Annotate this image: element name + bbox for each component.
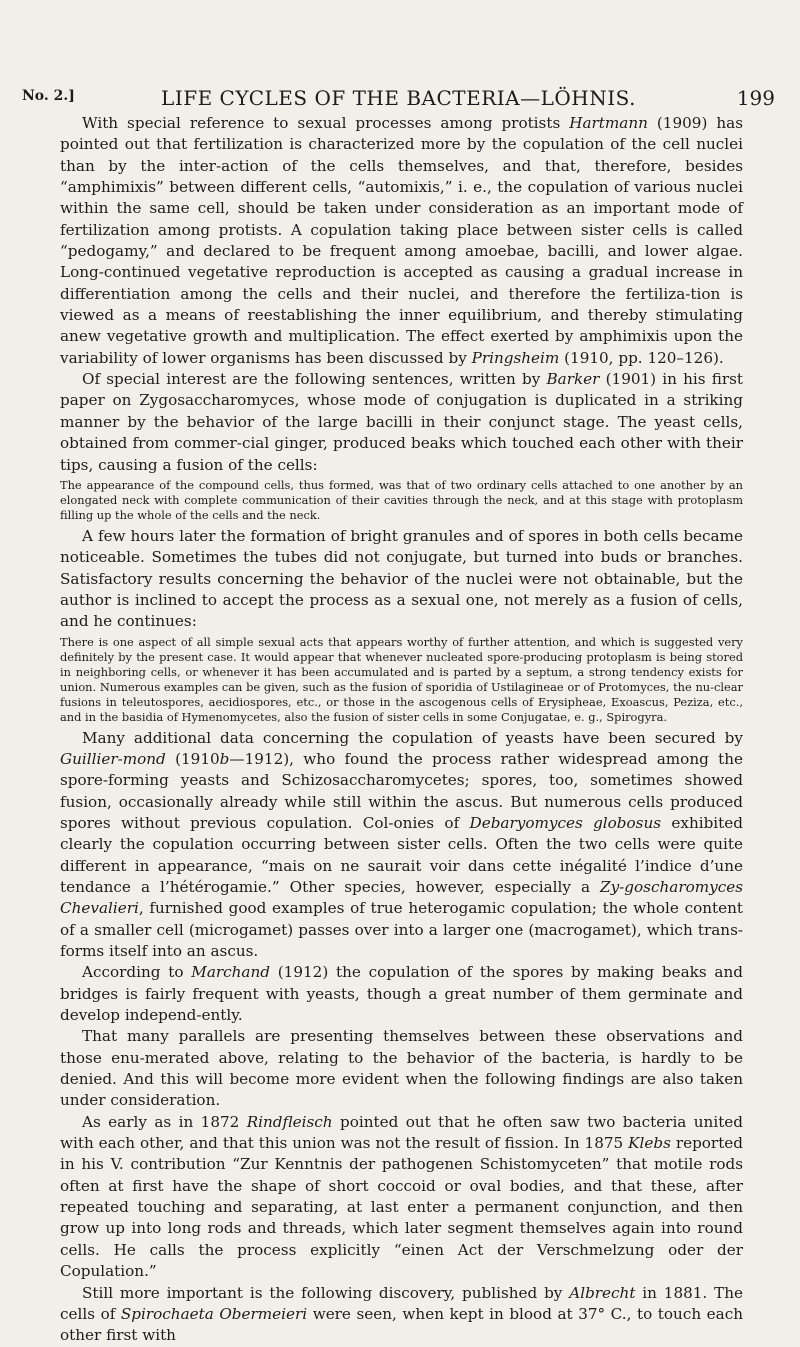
body-text	[60, 113, 743, 1347]
text-run: in 1881. The cells of	[60, 1283, 744, 1323]
paragraph	[60, 1112, 743, 1283]
italic-text: Spirochaeta Obermeieri	[120, 1304, 308, 1323]
text-run: The appearance of the compound cells, thus formed, was that of two ordinary cells attached to one another by an elongated neck with complete communication of their cavities through the neck, and at this stage with protoplasm filling up the whole of the cells and the neck.	[60, 477, 743, 522]
italic-text: Guillier-mond	[60, 749, 166, 768]
paragraph	[60, 962, 743, 1026]
text-run: A few hours later the formation of bright granules and of spores in both cells became noticeable. Sometimes the tubes did not conjugate, but turned into buds or branches. Satisfactory results concerning the behavior of the nuclei were not obtainable, but the author is inclined to accept the process as a sexual one, not merely as a fusion of cells, and he continues:	[60, 526, 743, 631]
italic-text: Rindfleisch	[246, 1112, 333, 1131]
block-quote	[60, 635, 743, 725]
text-run: —1912), who found the process rather widespread among the spore-forming yeasts and Schizosaccharomycetes; spores, too, sometimes showed fusion, occasionally already while still within the ascus. But numerous cells produced spores without previous copulation. Col-onies of	[60, 749, 743, 832]
text-run: (1912) the copulation of the spores by making beaks and bridges is fairly frequent with yeasts, though a great number of them germinate and develop independ-ently.	[60, 963, 743, 1025]
text-run: With special reference to sexual processes among protists	[82, 114, 570, 132]
page-number: 199	[736, 86, 775, 110]
text-run: Many additional data concerning the copulation of yeasts have been secured by	[82, 728, 743, 747]
text-run: According to	[82, 963, 192, 982]
text-run: Of special interest are the following sentences, written by	[82, 370, 547, 389]
paragraph	[60, 1026, 743, 1111]
running-title: LIFE CYCLES OF THE BACTERIA—LÖHNIS.	[161, 86, 636, 110]
paragraph	[60, 369, 743, 476]
issue-number: No. 2.]	[22, 88, 75, 104]
italic-text: b	[219, 749, 230, 768]
text-run: (1910, pp. 120–126).	[559, 348, 724, 367]
italic-text: Klebs	[628, 1134, 671, 1153]
italic-text: Debaryomyces globosus	[469, 813, 662, 832]
text-run: pointed out that he often saw two bacteria united with each other, and that this union was not the result of fission. In 1875	[60, 1112, 744, 1153]
text-run: As early as in 1872	[82, 1112, 247, 1131]
text-run: That many parallels are presenting themselves between these observations and those enu-merated above, relating to the behavior of the bacteria, is hardly to be denied. And this will become more evident when the following findings are also taken under consideration.	[60, 1027, 743, 1110]
text-run: (1909) has pointed out that fertilization is characterized more by the copulation of the cell nuclei than by the inter-action of the cells themselves, and that, therefore, besides “amphimixis” between different cells, “automixis,” i. e., the copulation of various nuclei within the same cell, should be taken under consideration as an important mode of fertilization among protists. A copulation taking place between sister cells is called “pedogamy,” and declared to be frequent among amoebae, bacilli, and lower algae. Long-continued vegetative reproduction is accepted as causing a gradual increase in differentiation among the cells and their nuclei, and therefore the fertiliza-tion is viewed as a means of reestablishing the inner equilibrium, and thereby stimulating anew vegetative growth and multiplication. The effect exerted by amphimixis upon the variability of lower organisms has been discussed by	[60, 114, 743, 367]
paragraph	[60, 728, 743, 963]
paragraph	[60, 526, 743, 633]
italic-text: Barker	[546, 370, 600, 389]
text-run: Still more important is the following discovery, published by	[82, 1283, 570, 1302]
italic-text: Pringsheim	[471, 348, 560, 367]
paragraph	[60, 1283, 743, 1347]
paragraph	[60, 113, 743, 369]
italic-text: Marchand	[191, 963, 270, 982]
text-run: reported in his V. contribution “Zur Kenntnis der pathogenen Schistomyceten” that motile rods often at first have the shape of short coccoid or oval bodies, and that these, after repeated touching and separating, at last enter a permanent conjunction, and then grow up into long rods and threads, which later segment themselves again into round cells. He calls the process explicitly “einen Act der Verschmelzung oder der Copulation.”	[60, 1134, 744, 1281]
text-run: There is one aspect of all simple sexual acts that appears worthy of further attention, and which is suggested very definitely by the present case. It would appear that whenever nucleated spore-producing protoplasm is being stored in neighboring cells, or whenever it has been accumulated and is parted by a septum, a strong tendency exists for union. Numerous examples can be given, such as the fusion of sporidia of Ustilagineae or of Protomyces, the nu-clear fusions in teleutospores, aecidiospores, etc., or those in the ascogenous cells of Erysipheae, Exoascus, Peziza, etc., and in the basidia of Hymenomycetes, also the fusion of sister cells in some Conjugatae, e. g., Spirogyra.	[60, 634, 743, 724]
text-run: were seen, when kept in blood at 37° C., to touch each other first with	[60, 1304, 743, 1345]
block-quote	[60, 478, 743, 523]
italic-text: Hartmann	[569, 114, 648, 132]
text-run: exhibited clearly the copulation occurring between sister cells. Often the two cells were quite different in appearance, “mais on ne saurait voir dans cette inégalité l’indice d’une tendance a l’hétérogamie.” Other species, however, especially a	[60, 813, 743, 896]
running-header	[22, 86, 775, 112]
text-run: (1910	[165, 749, 220, 768]
text-run: (1901) in his first paper on Zygosaccharomyces, whose mode of conjugation is duplicated in a striking manner by the behavior of the large bacilli in their conjunct stage. The yeast cells, obtained from commer-cial ginger, produced beaks which touched each other with their tips, causing a fusion of the cells:	[60, 370, 744, 474]
italic-text: Zy-goscharomyces Chevalieri	[60, 877, 743, 918]
text-run: , furnished good examples of true heterogamic copulation; the whole content of a smaller cell (microgamet) passes over into a larger one (macrogamet), which trans-forms itself into an ascus.	[60, 899, 743, 960]
italic-text: Albrecht	[569, 1283, 636, 1302]
